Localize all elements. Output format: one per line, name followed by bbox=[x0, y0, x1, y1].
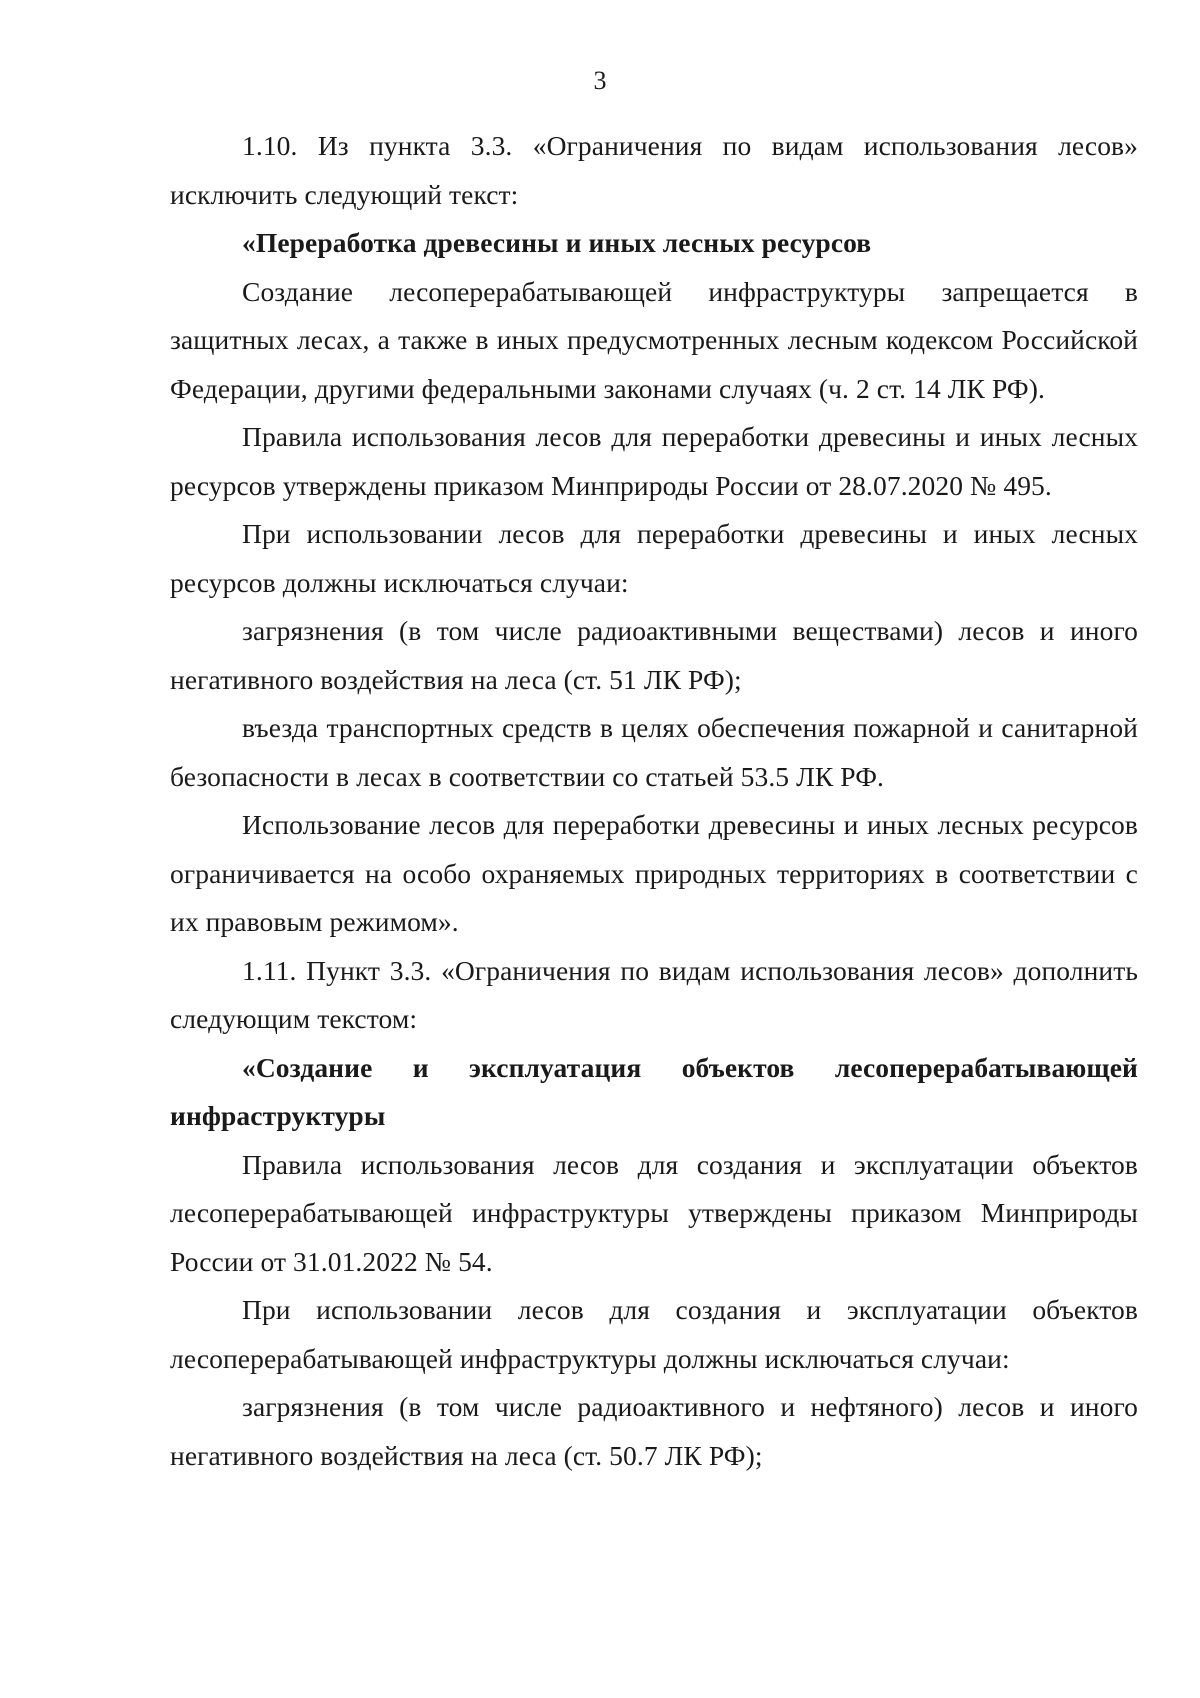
page-number: 3 bbox=[593, 66, 607, 95]
heading-wood-processing: «Переработка древесины и иных лесных ресурсов bbox=[242, 227, 872, 258]
document-body bbox=[170, 122, 1138, 1480]
paragraph-1-10: 1.10. Из пункта 3.3. «Ограничения по видам использования лесов» исключить следующий текст: bbox=[170, 130, 1138, 210]
paragraph-protected-areas: Использование лесов для переработки древесины и иных лесных ресурсов ограничивается на особо охраняемых природных территориях в соответствии с их правовым режимом». bbox=[170, 809, 1138, 937]
paragraph-1-11: 1.11. Пункт 3.3. «Ограничения по видам использования лесов» дополнить следующим текстом: bbox=[170, 954, 1138, 1034]
paragraph-cases-intro: При использовании лесов для переработки древесины и иных лесных ресурсов должны исключаться случаи: bbox=[170, 518, 1138, 598]
paragraph-pollution-51: загрязнения (в том числе радиоактивными веществами) лесов и иного негативного воздействия на леса (ст. 51 ЛК РФ); bbox=[170, 615, 1138, 695]
paragraph-cases-intro-2: При использовании лесов для создания и эксплуатации объектов лесоперерабатывающей инфраструктуры должны исключаться случаи: bbox=[170, 1294, 1138, 1374]
paragraph-infrastructure-prohibition: Создание лесоперерабатывающей инфраструктуры запрещается в защитных лесах, а также в иных предусмотренных лесным кодексом Российской Федерации, другими федеральными законами случаях (ч. 2 ст. 14 ЛК РФ). bbox=[170, 275, 1138, 404]
paragraph-rules-54: Правила использования лесов для создания и эксплуатации объектов лесоперерабатывающей инфраструктуры утверждены приказом Минприроды России от 31.01.2022 № 54. bbox=[170, 1148, 1138, 1277]
paragraph-pollution-50-7: загрязнения (в том числе радиоактивного и нефтяного) лесов и иного негативного воздействия на леса (ст. 50.7 ЛК РФ); bbox=[170, 1391, 1138, 1471]
heading-infrastructure-creation: «Создание и эксплуатация объектов лесоперерабатывающей инфраструктуры bbox=[170, 1051, 1138, 1131]
paragraph-rules-495: Правила использования лесов для переработки древесины и иных лесных ресурсов утверждены приказом Минприроды России от 28.07.2020 № 495. bbox=[170, 421, 1138, 501]
paragraph-vehicle-entry: въезда транспортных средств в целях обеспечения пожарной и санитарной безопасности в лесах в соответствии со статьей 53.5 ЛК РФ. bbox=[170, 712, 1138, 792]
